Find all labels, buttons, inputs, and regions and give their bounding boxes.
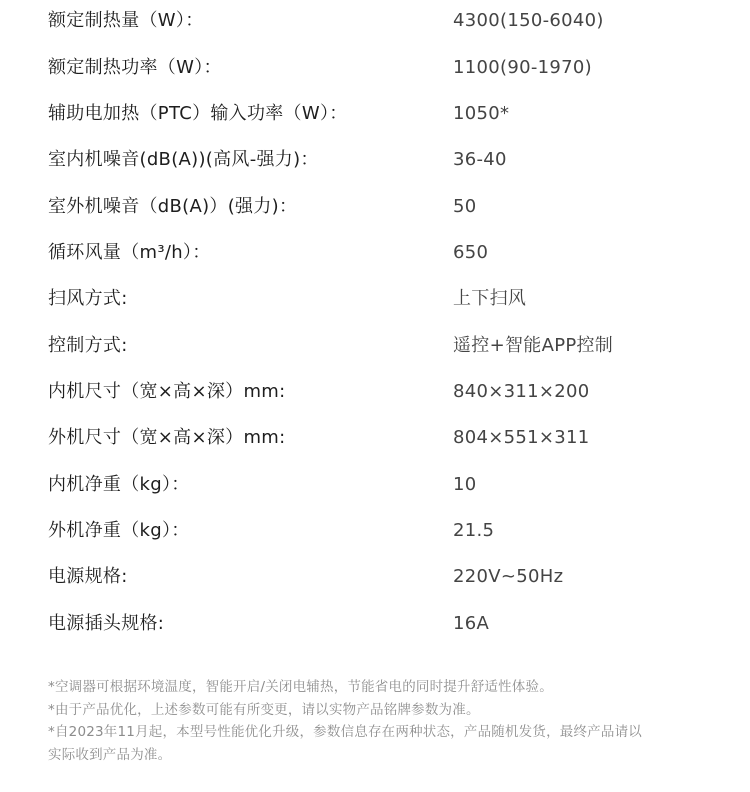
spec-value: 遥控+智能APP控制 (453, 335, 614, 356)
spec-row-indoor-noise (0, 145, 750, 175)
spec-value: 16A (453, 613, 490, 634)
spec-row-airflow (0, 238, 750, 268)
spec-label: 额定制热量（W）： (48, 10, 204, 31)
spec-value: 10 (453, 474, 477, 495)
spec-label: 内机净重（kg）： (48, 474, 190, 495)
spec-value: 840×311×200 (453, 381, 590, 402)
spec-value: 50 (453, 196, 477, 217)
footnotes (48, 676, 708, 766)
spec-label: 辅助电加热（PTC）输入功率（W）： (48, 103, 348, 124)
spec-row-power-supply (0, 562, 750, 592)
spec-value: 1050* (453, 103, 510, 124)
footnote-line: 实际收到产品为准。 (48, 746, 172, 763)
spec-row-ptc-power (0, 99, 750, 129)
spec-value: 4300(150-6040) (453, 10, 604, 31)
spec-row-outdoor-noise (0, 192, 750, 222)
spec-label: 室外机噪音（dB(A)）(强力)： (48, 196, 298, 217)
footnote-line: *由于产品优化，上述参数可能有所变更，请以实物产品铭牌参数为准。 (48, 701, 480, 718)
spec-label: 外机尺寸（宽×高×深）mm: (48, 427, 286, 448)
spec-row-indoor-dimensions (0, 377, 750, 407)
spec-row-rated-heating-power (0, 53, 750, 83)
spec-value: 1100(90-1970) (453, 57, 592, 78)
spec-value: 36-40 (453, 149, 507, 170)
spec-label: 额定制热功率（W）： (48, 57, 222, 78)
spec-label: 内机尺寸（宽×高×深）mm: (48, 381, 286, 402)
spec-row-plug-spec (0, 609, 750, 639)
spec-row-swing-mode (0, 284, 750, 314)
spec-label: 外机净重（kg）： (48, 520, 190, 541)
spec-label: 电源插头规格: (48, 613, 165, 634)
spec-label: 室内机噪音(dB(A))(高风-强力)： (48, 149, 319, 170)
spec-row-rated-heating-capacity (0, 6, 750, 36)
spec-value: 804×551×311 (453, 427, 590, 448)
spec-row-indoor-weight (0, 470, 750, 500)
spec-row-outdoor-weight (0, 516, 750, 546)
spec-label: 控制方式: (48, 335, 128, 356)
spec-label: 扫风方式: (48, 288, 128, 309)
spec-row-control-mode (0, 331, 750, 361)
spec-label: 循环风量（m³/h）： (48, 242, 211, 263)
spec-row-outdoor-dimensions (0, 423, 750, 453)
spec-value: 21.5 (453, 520, 495, 541)
spec-label: 电源规格: (48, 566, 128, 587)
spec-value: 上下扫风 (453, 288, 527, 309)
spec-value: 220V~50Hz (453, 566, 564, 587)
spec-value: 650 (453, 242, 489, 263)
footnote-line: *自2023年11月起，本型号性能优化升级，参数信息存在两种状态，产品随机发货，最终产品请以 (48, 724, 642, 740)
footnote-line: *空调器可根据环境温度，智能开启/关闭电辅热，节能省电的同时提升舒适性体验。 (48, 679, 553, 695)
